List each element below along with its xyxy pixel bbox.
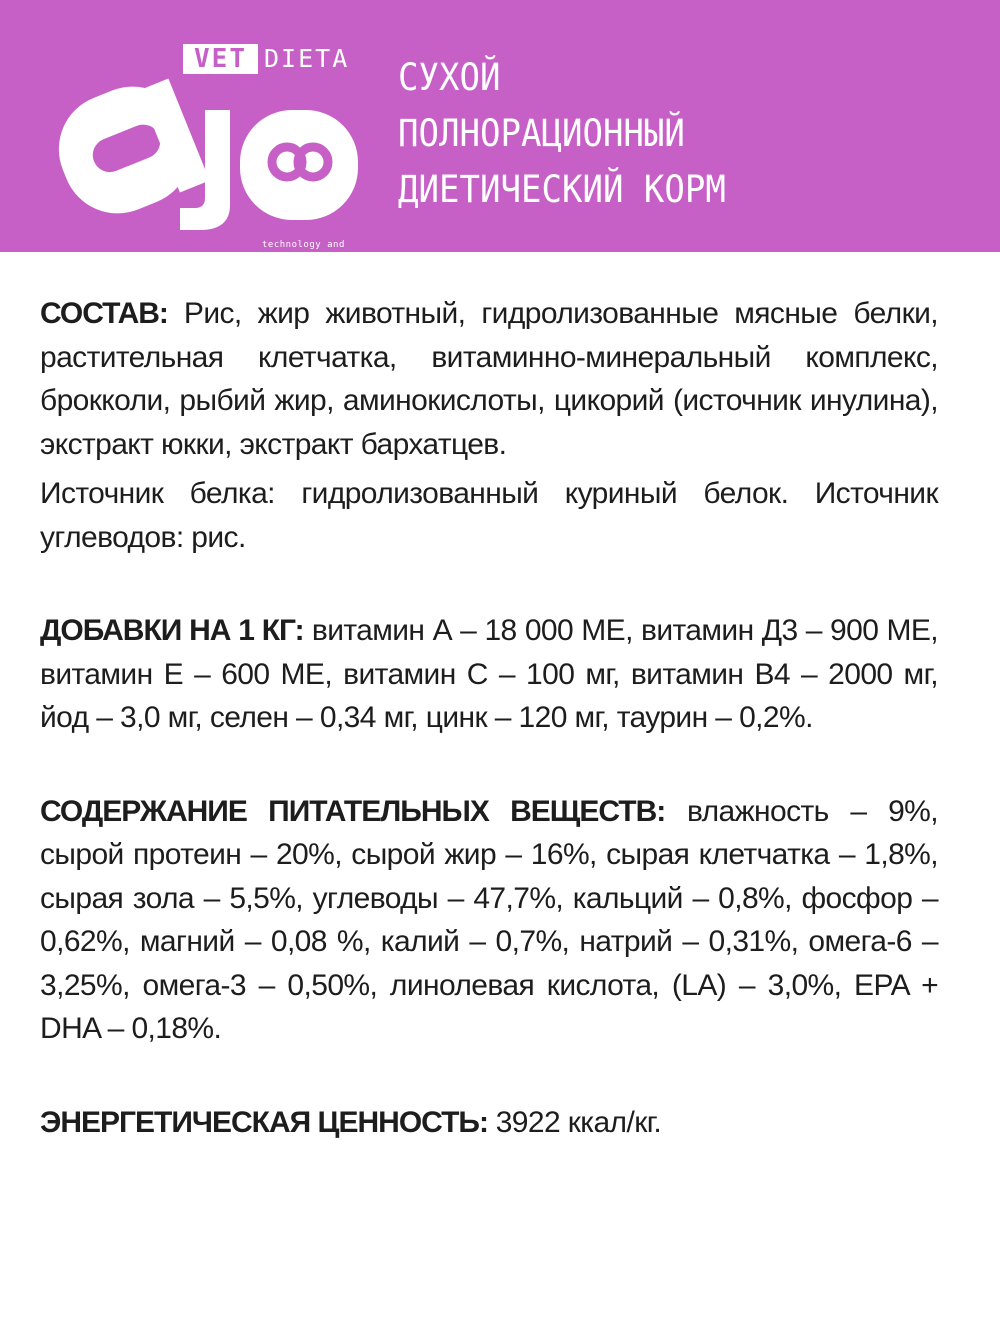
- additives-text: витамин А – 18 000 МЕ, витамин Д3 – 900 МЕ, витамин Е – 600 МЕ, витамин С – 100 мг, витамин В4 – 2000 мг, йод – 3,0 мг, селен – 0,34 мг, цинк – 120 мг, таурин – 0,2%.: [40, 614, 939, 734]
- title-line-2: ПОЛНОРАЦИОННЫЙ: [398, 112, 685, 155]
- product-title: [398, 50, 726, 218]
- brand-tagline: technology and care: [262, 240, 345, 260]
- energy-text: 3922 ккал/кг.: [487, 1105, 662, 1139]
- dieta-label: DIETA: [264, 44, 350, 73]
- energy-label: ЭНЕРГЕТИЧЕСКАЯ ЦЕННОСТЬ:: [40, 1105, 488, 1139]
- additives-paragraph: [40, 609, 938, 740]
- composition-label: СОСТАВ:: [40, 297, 168, 330]
- composition-paragraph: [40, 292, 938, 466]
- additives-label: ДОБАВКИ НА 1 КГ:: [40, 614, 304, 647]
- energy-paragraph: [40, 1101, 938, 1145]
- nutrients-text: влажность – 9%, сырой протеин – 20%, сырой жир – 16%, сырая клетчатка – 1,8%, сырая зола – 5,5%, углеводы – 47,7%, кальций – 0,8%, фосфор – 0,62%, магний – 0,08 %, калий – 0,7%, натрий – 0,31%, омега-6 – 3,25%, омега-3 – 0,50%, линолевая кислота, (LA) – 3,0%, EPA + DHA – 0,18%.: [40, 794, 938, 1045]
- title-line-1: СУХОЙ: [398, 56, 501, 99]
- nutrients-label: СОДЕРЖАНИЕ ПИТАТЕЛЬНЫХ ВЕЩЕСТВ:: [40, 794, 666, 828]
- header-banner: [0, 0, 1000, 260]
- vet-badge: VET: [183, 44, 258, 74]
- product-description: [40, 292, 938, 1144]
- composition-text: Рис, жир животный, гидролизованные мясные белки, растительная клетчатка, витаминно-минеральный комплекс, брокколи, рыбий жир, аминокислоты, цикорий (источник инулина), экстракт юкки, экстракт бархатцев.: [40, 297, 938, 461]
- title-line-3: ДИЕТИЧЕСКИЙ КОРМ: [398, 168, 726, 211]
- sources-paragraph: Источник белка: гидролизованный куриный белок. Источник углеводов: рис.: [40, 477, 938, 554]
- nutrients-paragraph: [40, 790, 938, 1051]
